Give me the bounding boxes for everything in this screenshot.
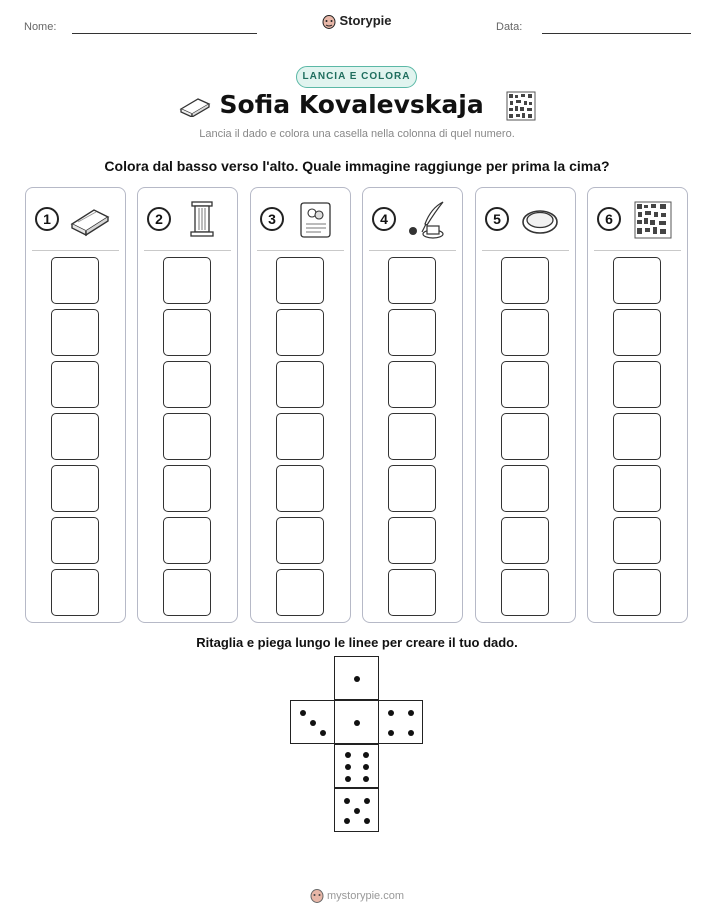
color-cell[interactable] (388, 361, 436, 408)
color-cell[interactable] (388, 517, 436, 564)
color-cell[interactable] (501, 517, 549, 564)
race-column-6 (587, 187, 688, 623)
column-number: 2 (147, 207, 171, 231)
die-pip (408, 730, 414, 736)
column-divider (144, 250, 231, 251)
page-title (0, 90, 714, 121)
column-divider (257, 250, 344, 251)
color-cell[interactable] (276, 413, 324, 460)
column-divider (482, 250, 569, 251)
color-cell[interactable] (501, 569, 549, 616)
die-pip (363, 776, 369, 782)
color-cell[interactable] (613, 257, 661, 304)
footer-url: mystorypie.com (326, 889, 405, 902)
die-pip (345, 776, 351, 782)
color-cell[interactable] (163, 413, 211, 460)
color-cell[interactable] (613, 309, 661, 356)
color-cell[interactable] (613, 465, 661, 512)
color-cell[interactable] (276, 257, 324, 304)
subtitle: Lancia il dado e colora una casella nella colonna di quel numero. (199, 128, 515, 140)
color-cell[interactable] (51, 465, 99, 512)
die-pip (344, 798, 350, 804)
die-pip (354, 720, 360, 726)
color-cell[interactable] (163, 309, 211, 356)
column-number: 1 (35, 207, 59, 231)
date-label: Data: (496, 21, 523, 33)
name-line[interactable] (72, 33, 257, 34)
brand-name: Storypie (339, 13, 392, 28)
color-cell[interactable] (613, 517, 661, 564)
color-cell[interactable] (163, 569, 211, 616)
activity-badge: LANCIA E COLORA (296, 66, 417, 88)
color-cell[interactable] (501, 257, 549, 304)
race-column-3 (250, 187, 351, 623)
die-pip (388, 730, 394, 736)
color-cell[interactable] (276, 361, 324, 408)
color-cell[interactable] (163, 361, 211, 408)
column-number: 4 (372, 207, 396, 231)
die-pip (300, 710, 306, 716)
color-cell[interactable] (388, 257, 436, 304)
quill-inkwell-icon (405, 200, 449, 240)
color-cell[interactable] (276, 517, 324, 564)
color-cell[interactable] (501, 309, 549, 356)
color-cell[interactable] (276, 465, 324, 512)
color-cell[interactable] (613, 413, 661, 460)
race-column-1 (25, 187, 126, 623)
die-face (378, 700, 423, 744)
die-pip (364, 798, 370, 804)
footer (0, 888, 714, 904)
die-pip (354, 676, 360, 682)
color-cell[interactable] (51, 517, 99, 564)
color-cell[interactable] (388, 465, 436, 512)
color-cell[interactable] (613, 569, 661, 616)
die-pip (408, 710, 414, 716)
title-text: Sofia Kovalevskaja (219, 90, 484, 119)
color-cell[interactable] (51, 257, 99, 304)
die-face (334, 744, 379, 788)
column-pillar-icon (180, 200, 224, 240)
column-number: 3 (260, 207, 284, 231)
column-number: 5 (485, 207, 509, 231)
color-cell[interactable] (501, 465, 549, 512)
die-pip (310, 720, 316, 726)
column-number: 6 (597, 207, 621, 231)
book-icon (178, 95, 212, 117)
die-pip (344, 818, 350, 824)
qr-pattern-icon (630, 200, 674, 240)
color-cell[interactable] (276, 309, 324, 356)
die-face (334, 700, 379, 744)
qr-pattern-icon (506, 91, 536, 121)
name-label: Nome: (24, 21, 57, 33)
mascot-icon (322, 14, 336, 30)
instruction: Colora dal basso verso l'alto. Quale immagine raggiunge per prima la cima? (104, 158, 610, 174)
date-line[interactable] (542, 33, 691, 34)
color-cell[interactable] (388, 413, 436, 460)
theater-scroll-icon (293, 200, 337, 240)
column-divider (32, 250, 119, 251)
mascot-icon (310, 888, 324, 904)
die-face (290, 700, 335, 744)
die-pip (345, 764, 351, 770)
die-pip (388, 710, 394, 716)
color-cell[interactable] (501, 413, 549, 460)
die-face (334, 656, 379, 700)
column-divider (594, 250, 681, 251)
color-cell[interactable] (51, 569, 99, 616)
color-cell[interactable] (613, 361, 661, 408)
race-column-2 (137, 187, 238, 623)
die-pip (320, 730, 326, 736)
color-cell[interactable] (388, 309, 436, 356)
cut-instruction: Ritaglia e piega lungo le linee per creare il tuo dado. (196, 635, 518, 650)
color-cell[interactable] (163, 465, 211, 512)
color-cell[interactable] (388, 569, 436, 616)
oval-ring-icon (518, 200, 562, 240)
color-cell[interactable] (51, 361, 99, 408)
die-pip (364, 818, 370, 824)
color-cell[interactable] (51, 413, 99, 460)
race-column-5 (475, 187, 576, 623)
die-pip (345, 752, 351, 758)
book-icon (68, 200, 112, 240)
brand-header (0, 13, 714, 30)
die-face (334, 788, 379, 832)
column-divider (369, 250, 456, 251)
color-cell[interactable] (501, 361, 549, 408)
race-column-4 (362, 187, 463, 623)
die-pip (363, 752, 369, 758)
color-cell[interactable] (163, 517, 211, 564)
die-pip (354, 808, 360, 814)
color-cell[interactable] (276, 569, 324, 616)
color-cell[interactable] (163, 257, 211, 304)
color-cell[interactable] (51, 309, 99, 356)
die-pip (363, 764, 369, 770)
